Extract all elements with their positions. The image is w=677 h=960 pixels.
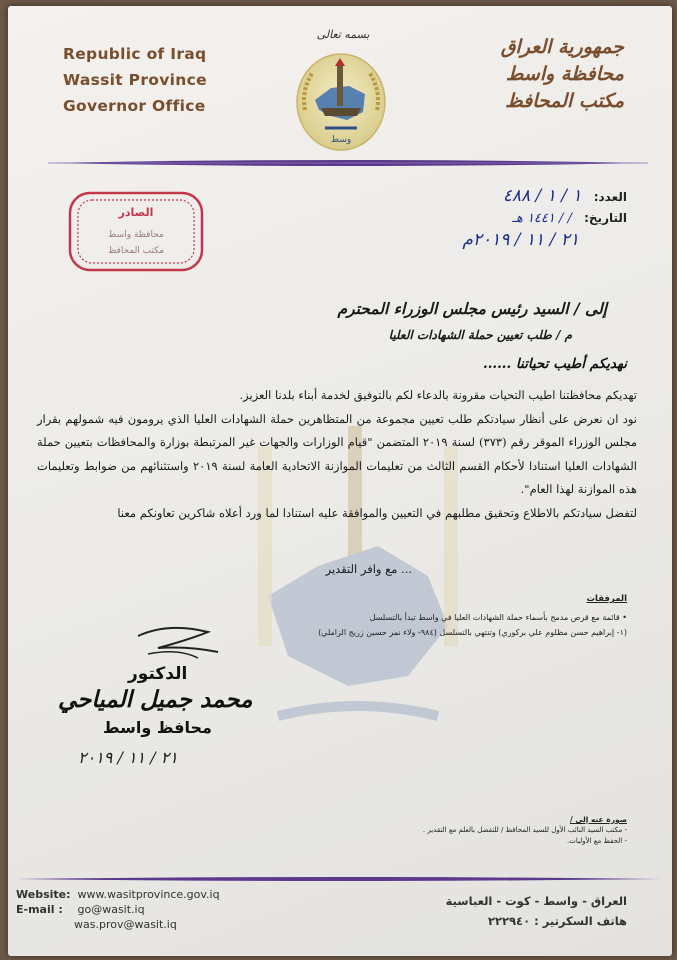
- signatory-title: الدكتور: [128, 664, 188, 684]
- number-row: [503, 186, 627, 208]
- copies-to-item-2: - الحفظ مع الأوليات.: [567, 837, 627, 845]
- number-value: ١ / ١ / ٤٨٨: [502, 186, 582, 206]
- footer-email-row-2: [16, 917, 220, 932]
- footer-contact-english: [16, 887, 220, 932]
- letterhead-en-line-1: Republic of Iraq: [63, 45, 207, 63]
- date-label: التاريخ:: [584, 211, 627, 225]
- letterhead-arabic: [501, 34, 624, 115]
- emblem-text: وسط: [330, 135, 352, 145]
- footer-divider: [16, 876, 661, 882]
- stamp-line-2: مكتب المحافظ: [107, 246, 165, 256]
- footer-phone: هاتف السكرتير : ٢٢٢٩٤٠: [487, 914, 627, 928]
- addressee: إلى / السيد رئيس مجلس الوزراء المحترم: [337, 299, 607, 318]
- closing-line: ... مع وافر التقدير: [325, 562, 412, 576]
- letter-body: [37, 384, 637, 525]
- copies-to-item-1: - مكتب السيد النائب الأول للسيد المحافظ / للتفضل بالعلم مع التقدير .: [422, 826, 627, 834]
- attachments-block: [318, 592, 627, 640]
- date-row: [503, 208, 627, 229]
- letterhead-english: [63, 41, 207, 119]
- letterhead-ar-line-2: محافظة واسط: [505, 63, 624, 85]
- body-paragraph-2: نود ان نعرض على أنظار سيادتكم طلب تعيين مجموعة من المتظاهرين حملة الشهادات العليا الذي يرومون فيه شمولهم بقرار مجلس الوزراء الموقر رقم (٣٧٣) لسنة ٢٠١٩ المتضمن "قيام الوزارات والجهات غير المرتبطة بوزارة والمحافظات بتعيين حملة الشهادات العليا استنادا لأحكام القسم الثالث من تعليمات الموازنة الاتحادية العامة لسنة ٢٠١٩ واستثنائهم من ضوابط وتعليمات هذه الموازنة لهذا العام".: [37, 411, 637, 496]
- website-link[interactable]: www.wasitprovince.gov.iq: [77, 888, 220, 901]
- stamp-line-1: محافظة واسط: [108, 230, 164, 240]
- gregorian-date-value: ٢١ / ١١ / ٢٠١٩م: [462, 230, 579, 250]
- province-emblem-icon: [291, 50, 391, 154]
- footer-website-row: [16, 887, 220, 902]
- stamp-frame-icon: [66, 189, 206, 274]
- footer-contact-arabic: [446, 891, 627, 931]
- header-divider: [48, 159, 648, 167]
- email-link-2[interactable]: was.prov@wasit.iq: [74, 918, 177, 931]
- letterhead-ar-line-1: جمهورية العراق: [500, 36, 624, 58]
- signature-date: ٢١ / ١١ / ٢٠١٩: [78, 748, 178, 767]
- copies-to-title: صورة عنه إلى /: [570, 815, 627, 824]
- reference-block: [462, 186, 627, 250]
- body-paragraph-1: تهديكم محافظتنا اطيب التحيات مقرونة بالدعاء لكم بالتوفيق لخدمة أبناء بلدنا العزيز.: [239, 388, 637, 402]
- greeting: نهديكم أطيب تحياتنا ......: [483, 356, 627, 372]
- attachments-title: المرفقات: [586, 594, 627, 604]
- footer-email-row: [16, 902, 220, 917]
- signatory-role: محافظ واسط: [103, 718, 212, 737]
- number-label: العدد:: [593, 190, 627, 204]
- email-link-1[interactable]: go@wasit.iq: [77, 903, 145, 916]
- outgoing-stamp: [66, 189, 206, 274]
- letterhead-en-line-3: Governor Office: [63, 97, 206, 115]
- stamp-title: الصادر: [118, 206, 154, 219]
- footer-address: العراق - واسط - كوت - العباسية: [445, 894, 627, 908]
- website-label: Website:: [16, 888, 71, 901]
- attachment-item-1: • قائمة مع قرص مدمج بأسماء حملة الشهادات العليا في واسط تبدأ بالتسلسل: [369, 613, 627, 622]
- email-label: E-mail :: [16, 903, 63, 916]
- basmala: بسمه تعالى: [316, 28, 370, 41]
- hijri-date-value: / / ١٤٤١ هـ: [512, 211, 572, 226]
- letterhead-en-line-2: Wassit Province: [63, 71, 207, 89]
- letterhead-ar-line-3: مكتب المحافظ: [505, 90, 624, 112]
- signatory-name: محمد جميل المياحي: [58, 686, 253, 713]
- subject-line: م / طلب تعيين حملة الشهادات العليا: [388, 328, 572, 342]
- copies-to-block: [423, 814, 627, 847]
- signature-block: [48, 618, 288, 788]
- letter-page: [8, 6, 672, 956]
- body-paragraph-3: لتفضل سيادتكم بالاطلاع وتحقيق مطلبهم في التعيين والموافقة عليه استنادا لما ورد أعلاه شاكرين تعاونكم معنا: [117, 505, 637, 520]
- attachment-item-2: (١- إبراهيم حسن مظلوم علي بركوري) وتنتهي بالتسلسل (٩٨٤- ولاء نمر حسين زريج الزاملي): [318, 628, 627, 637]
